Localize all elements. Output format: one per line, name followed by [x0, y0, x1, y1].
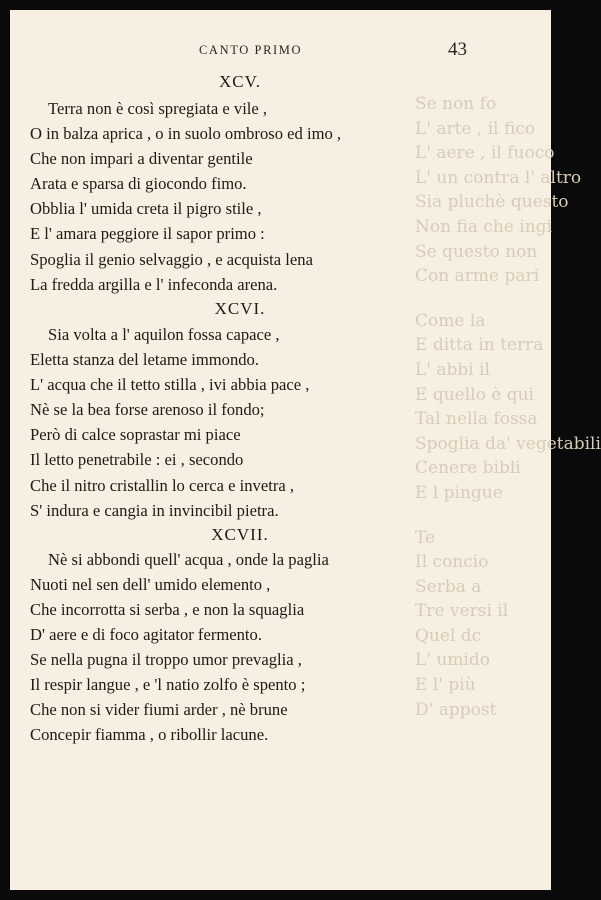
verse-line: D' aere e di foco agitator fermento.: [30, 625, 262, 644]
verse-line: Spoglia il genio selvaggio , e acquista lena: [30, 250, 313, 269]
bleed-through-text: Se non fo L' arte , il fico L' aere , il fuoco L' un contra l' altro Sia pluchè questo Non fia che ingi Se questo non Con arme pari Come la E ditta in terra L' abbi il E quello è qui Tal nella fossa Spoglia da' vegetabili Cenere bibli E l pingue Te Il concio Serba a Tre versi il Quel dc L' umido E l' più D' appost: [415, 94, 601, 720]
verse-line: Il respir langue , e 'l natio zolfo è spento ;: [30, 675, 306, 694]
stanza-number: XCVI.: [214, 299, 266, 318]
verse-line: Che il nitro cristallin lo cerca e invetra ,: [30, 476, 295, 495]
verse-line: Arata e sparsa di giocondo fimo.: [30, 174, 247, 193]
verse-line: E l' amara peggiore il sapor primo :: [30, 224, 265, 243]
verse-line: Sia volta a l' aquilon fossa capace ,: [48, 325, 280, 344]
verse-line: Nè se la bea forse arenoso il fondo;: [30, 400, 265, 419]
running-head: CANTO PRIMO: [199, 43, 303, 57]
verse-line: Terra non è così spregiata e vile ,: [48, 99, 268, 118]
verse-line: Concepir fiamma , o ribollir lacune.: [30, 725, 269, 744]
verse-line: Eletta stanza del letame immondo.: [30, 350, 260, 369]
verse-line: Però di calce soprastar mi piace: [30, 425, 241, 444]
page-number: 43: [448, 39, 467, 60]
verse-line: Obblia l' umida creta il pigro stile ,: [30, 199, 262, 218]
book-page: [10, 10, 601, 890]
verse-line: O in balza aprica , o in suolo ombroso ed imo ,: [30, 124, 342, 143]
verse-line: L' acqua che il tetto stilla , ivi abbia pace ,: [30, 375, 310, 394]
verse-line: Che non impari a diventar gentile: [30, 149, 253, 168]
verse-line: S' indura e cangia in invincibil pietra.: [30, 501, 279, 520]
stanza-number: XCVII.: [211, 525, 269, 544]
verse-line: Nè si abbondi quell' acqua , onde la paglia: [48, 550, 329, 569]
stanza-number: XCV.: [219, 72, 261, 91]
verse-line: Il letto penetrabile : ei , secondo: [30, 450, 244, 469]
verse-line: Che incorrotta si serba , e non la squaglia: [30, 600, 305, 619]
verse-line: Se nella pugna il troppo umor prevaglia ,: [30, 650, 302, 669]
verse-line: Nuoti nel sen dell' umido elemento ,: [30, 575, 271, 594]
verse-line: La fredda argilla e l' infeconda arena.: [30, 275, 278, 294]
verse-line: Che non si vider fiumi arder , nè brune: [30, 700, 288, 719]
